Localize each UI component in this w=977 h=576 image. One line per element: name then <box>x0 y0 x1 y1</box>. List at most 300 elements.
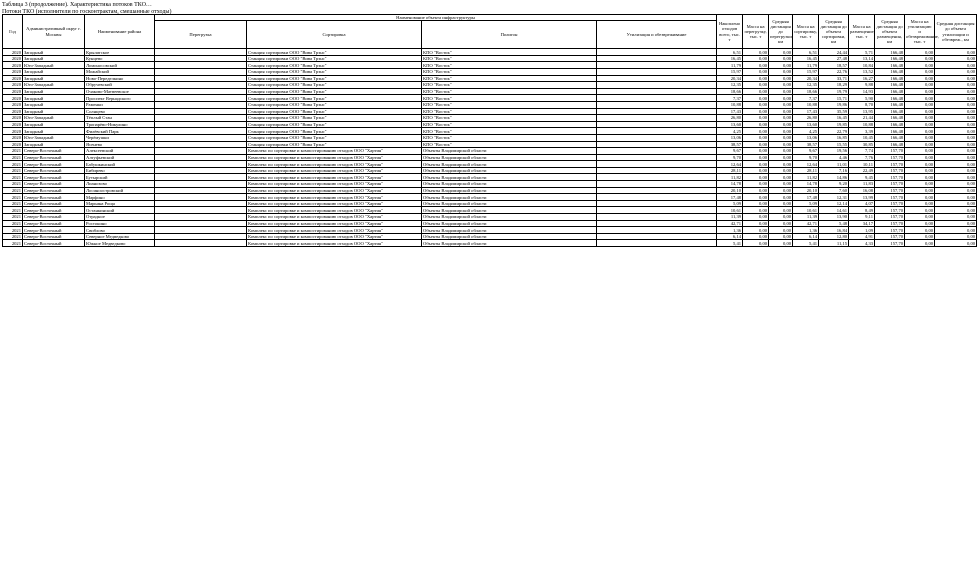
cell-landfill: Объекты Владимирской области <box>422 174 597 181</box>
cell-year: 2020 <box>3 82 23 89</box>
cell-dist-sorting: 19,56 <box>819 148 849 155</box>
cell-dist-landfill: 166,48 <box>875 62 905 69</box>
cell-mass-landfill: 30,85 <box>849 141 875 148</box>
cell-district: Ясенево <box>85 141 155 148</box>
cell-mass-landfill: 13,95 <box>849 108 875 115</box>
cell-mass-landfill: 16,08 <box>849 187 875 194</box>
cell-dist-transfer: 0,00 <box>769 187 793 194</box>
cell-mass-util: 0,00 <box>905 115 935 122</box>
cell-landfill: Объекты Владимирской области <box>422 181 597 188</box>
cell-sorting: Комплекс по сортировке и компостированию отходов ООО "Хартия" <box>247 154 422 161</box>
cell-mass-sorting: 26,80 <box>793 115 819 122</box>
cell-dist-sorting: 13,90 <box>819 214 849 221</box>
cell-mass-landfill: 34,17 <box>849 220 875 227</box>
cell-mass-util: 0,00 <box>905 88 935 95</box>
cell-sorting: Станция сортировки ООО "Вива Трэнс" <box>247 95 422 102</box>
cell-landfill: Объекты Владимирской области <box>422 200 597 207</box>
cell-district: Ломоносовский <box>85 62 155 69</box>
cell-mass-transfer: 0,00 <box>743 220 769 227</box>
cell-dist-transfer: 0,00 <box>769 214 793 221</box>
cell-accumulated: 7,37 <box>717 95 743 102</box>
cell-utilization <box>597 128 717 135</box>
cell-mass-sorting: 20,10 <box>793 187 819 194</box>
cell-dist-util: 0,00 <box>935 55 977 62</box>
table-row <box>3 154 977 161</box>
cell-mass-sorting: 13,60 <box>793 121 819 128</box>
cell-mass-landfill: 10,88 <box>849 121 875 128</box>
table-row <box>3 75 977 82</box>
cell-dist-transfer: 0,00 <box>769 115 793 122</box>
cell-dist-util: 0,00 <box>935 148 977 155</box>
cell-landfill: Объекты Владимирской области <box>422 207 597 214</box>
cell-mass-transfer: 0,00 <box>743 55 769 62</box>
cell-mass-landfill: 4,91 <box>849 233 875 240</box>
cell-accumulated: 6,14 <box>717 233 743 240</box>
header-mass-util: Масса на утилизацию и обезвреживание, тыс. т <box>905 15 935 49</box>
cell-dist-transfer: 0,00 <box>769 227 793 234</box>
cell-district: Марьина Роща <box>85 200 155 207</box>
cell-mass-util: 0,00 <box>905 174 935 181</box>
cell-dist-landfill: 166,48 <box>875 134 905 141</box>
cell-landfill: КПО "Восток" <box>422 88 597 95</box>
cell-accumulated: 38,57 <box>717 141 743 148</box>
cell-mass-transfer: 0,00 <box>743 200 769 207</box>
cell-sorting: Комплекс по сортировке и компостированию отходов ООО "Хартия" <box>247 207 422 214</box>
cell-dist-sorting: 18,29 <box>819 82 849 89</box>
cell-mass-sorting: 11,79 <box>793 62 819 69</box>
cell-utilization <box>597 82 717 89</box>
cell-dist-util: 0,00 <box>935 121 977 128</box>
cell-okrug: Западный <box>23 101 85 108</box>
cell-utilization <box>597 115 717 122</box>
cell-sorting: Комплекс по сортировке и компостированию отходов ООО "Хартия" <box>247 227 422 234</box>
cell-transfer <box>155 187 247 194</box>
cell-transfer <box>155 227 247 234</box>
cell-landfill: КПО "Восток" <box>422 75 597 82</box>
header-dist-transfer: Средняя дистанция до перегрузки, км <box>769 15 793 49</box>
cell-mass-util: 0,00 <box>905 227 935 234</box>
cell-dist-transfer: 0,00 <box>769 141 793 148</box>
cell-sorting: Станция сортировки ООО "Вива Трэнс" <box>247 62 422 69</box>
cell-okrug: Северо-Восточный <box>23 233 85 240</box>
cell-dist-landfill: 157,70 <box>875 220 905 227</box>
cell-dist-sorting: 7,60 <box>819 187 849 194</box>
cell-year: 2021 <box>3 187 23 194</box>
cell-accumulated: 5,09 <box>717 200 743 207</box>
cell-mass-sorting: 7,37 <box>793 95 819 102</box>
cell-district: Свиблово <box>85 227 155 234</box>
cell-dist-sorting: 9,20 <box>819 181 849 188</box>
cell-mass-sorting: 10,61 <box>793 207 819 214</box>
cell-year: 2020 <box>3 101 23 108</box>
table-row <box>3 214 977 221</box>
cell-dist-transfer: 0,00 <box>769 101 793 108</box>
cell-transfer <box>155 167 247 174</box>
cell-okrug: Западный <box>23 55 85 62</box>
cell-mass-util: 0,00 <box>905 95 935 102</box>
cell-district: Лосиноостровский <box>85 187 155 194</box>
cell-district: Тропарёво-Никулино <box>85 121 155 128</box>
cell-sorting: Комплекс по сортировке и компостированию отходов ООО "Хартия" <box>247 194 422 201</box>
cell-dist-sorting: 16,45 <box>819 115 849 122</box>
cell-sorting: Станция сортировки ООО "Вива Трэнс" <box>247 101 422 108</box>
cell-utilization <box>597 167 717 174</box>
cell-okrug: Северо-Восточный <box>23 227 85 234</box>
cell-dist-sorting: 22,76 <box>819 68 849 75</box>
header-dist-sorting: Средняя дистанция до объекта сортировки, км <box>819 15 849 49</box>
cell-mass-transfer: 0,00 <box>743 233 769 240</box>
cell-mass-transfer: 0,00 <box>743 101 769 108</box>
cell-mass-landfill: 10,45 <box>849 134 875 141</box>
cell-mass-sorting: 17,48 <box>793 194 819 201</box>
cell-dist-landfill: 166,48 <box>875 95 905 102</box>
cell-mass-landfill: 8,49 <box>849 207 875 214</box>
cell-mass-transfer: 0,00 <box>743 128 769 135</box>
cell-mass-transfer: 0,00 <box>743 88 769 95</box>
cell-okrug: Северо-Восточный <box>23 174 85 181</box>
cell-dist-landfill: 166,48 <box>875 55 905 62</box>
table-row <box>3 49 977 56</box>
cell-dist-landfill: 166,48 <box>875 101 905 108</box>
table-row <box>3 108 977 115</box>
cell-accumulated: 10,61 <box>717 207 743 214</box>
cell-dist-transfer: 0,00 <box>769 174 793 181</box>
cell-accumulated: 12,35 <box>717 82 743 89</box>
cell-mass-transfer: 0,00 <box>743 187 769 194</box>
cell-mass-util: 0,00 <box>905 101 935 108</box>
cell-utilization <box>597 220 717 227</box>
header-year: Год <box>3 15 23 49</box>
cell-dist-sorting: 15,55 <box>819 141 849 148</box>
cell-dist-landfill: 157,70 <box>875 240 905 247</box>
cell-utilization <box>597 62 717 69</box>
cell-dist-util: 0,00 <box>935 95 977 102</box>
table-row <box>3 121 977 128</box>
cell-landfill: КПО "Восток" <box>422 141 597 148</box>
cell-mass-util: 0,00 <box>905 49 935 56</box>
cell-mass-util: 0,00 <box>905 240 935 247</box>
cell-mass-landfill: 10,84 <box>849 62 875 69</box>
cell-mass-sorting: 15,97 <box>793 68 819 75</box>
cell-year: 2020 <box>3 121 23 128</box>
cell-dist-transfer: 0,00 <box>769 108 793 115</box>
cell-mass-transfer: 0,00 <box>743 75 769 82</box>
cell-dist-sorting: 18,57 <box>819 62 849 69</box>
cell-mass-transfer: 0,00 <box>743 161 769 168</box>
cell-okrug: Северо-Восточный <box>23 214 85 221</box>
cell-dist-transfer: 0,00 <box>769 134 793 141</box>
cell-utilization <box>597 200 717 207</box>
cell-okrug: Северо-Восточный <box>23 200 85 207</box>
cell-dist-util: 0,00 <box>935 214 977 221</box>
cell-mass-landfill: 14,93 <box>849 88 875 95</box>
cell-okrug: Юго-Западный <box>23 82 85 89</box>
cell-mass-transfer: 0,00 <box>743 121 769 128</box>
cell-okrug: Западный <box>23 121 85 128</box>
cell-accumulated: 20,10 <box>717 187 743 194</box>
cell-utilization <box>597 181 717 188</box>
cell-mass-transfer: 0,00 <box>743 49 769 56</box>
cell-transfer <box>155 88 247 95</box>
cell-mass-transfer: 0,00 <box>743 194 769 201</box>
cell-mass-landfill: 9,45 <box>849 174 875 181</box>
cell-transfer <box>155 240 247 247</box>
cell-transfer <box>155 68 247 75</box>
cell-accumulated: 20,34 <box>717 75 743 82</box>
cell-landfill: Объекты Владимирской области <box>422 220 597 227</box>
cell-dist-util: 0,00 <box>935 128 977 135</box>
cell-dist-transfer: 0,00 <box>769 75 793 82</box>
cell-district: Марфино <box>85 194 155 201</box>
cell-mass-sorting: 38,57 <box>793 141 819 148</box>
cell-year: 2020 <box>3 115 23 122</box>
cell-sorting: Станция сортировки ООО "Вива Трэнс" <box>247 88 422 95</box>
cell-transfer <box>155 220 247 227</box>
cell-mass-landfill: 13,99 <box>849 194 875 201</box>
header-transfer: Перегрузка <box>155 21 247 49</box>
cell-dist-landfill: 166,48 <box>875 115 905 122</box>
cell-accumulated: 10,88 <box>717 101 743 108</box>
cell-accumulated: 6,51 <box>717 49 743 56</box>
cell-transfer <box>155 141 247 148</box>
cell-utilization <box>597 227 717 234</box>
cell-mass-landfill: 13,14 <box>849 55 875 62</box>
cell-dist-landfill: 157,70 <box>875 174 905 181</box>
cell-transfer <box>155 55 247 62</box>
cell-dist-util: 0,00 <box>935 49 977 56</box>
cell-landfill: КПО "Восток" <box>422 108 597 115</box>
cell-sorting: Комплекс по сортировке и компостированию отходов ООО "Хартия" <box>247 214 422 221</box>
cell-dist-sorting: 15,71 <box>819 95 849 102</box>
cell-mass-sorting: 14,78 <box>793 181 819 188</box>
cell-mass-util: 0,00 <box>905 200 935 207</box>
header-landfill: Полигон <box>422 21 597 49</box>
cell-okrug: Западный <box>23 68 85 75</box>
cell-landfill: КПО "Восток" <box>422 115 597 122</box>
cell-dist-util: 0,00 <box>935 181 977 188</box>
cell-transfer <box>155 161 247 168</box>
cell-sorting: Комплекс по сортировке и компостированию отходов ООО "Хартия" <box>247 167 422 174</box>
cell-mass-util: 0,00 <box>905 187 935 194</box>
cell-mass-util: 0,00 <box>905 82 935 89</box>
cell-mass-util: 0,00 <box>905 55 935 62</box>
cell-accumulated: 13,60 <box>717 121 743 128</box>
cell-dist-transfer: 0,00 <box>769 95 793 102</box>
cell-accumulated: 9,70 <box>717 154 743 161</box>
cell-mass-sorting: 20,34 <box>793 75 819 82</box>
table-row <box>3 115 977 122</box>
cell-transfer <box>155 214 247 221</box>
cell-year: 2021 <box>3 233 23 240</box>
cell-district: Кунцево <box>85 55 155 62</box>
cell-district: Обручевский <box>85 82 155 89</box>
table-row <box>3 227 977 234</box>
cell-dist-sorting: 27,48 <box>819 55 849 62</box>
cell-okrug: Северо-Восточный <box>23 161 85 168</box>
table-row <box>3 68 977 75</box>
cell-year: 2020 <box>3 95 23 102</box>
cell-transfer <box>155 154 247 161</box>
cell-mass-util: 0,00 <box>905 128 935 135</box>
header-sorting: Сортировка <box>247 21 422 49</box>
cell-transfer <box>155 95 247 102</box>
cell-sorting: Комплекс по сортировке и компостированию отходов ООО "Хартия" <box>247 200 422 207</box>
cell-okrug: Северо-Восточный <box>23 240 85 247</box>
cell-mass-transfer: 0,00 <box>743 134 769 141</box>
cell-mass-landfill: 5,71 <box>849 49 875 56</box>
cell-mass-sorting: 13,06 <box>793 134 819 141</box>
cell-landfill: Объекты Владимирской области <box>422 233 597 240</box>
cell-year: 2020 <box>3 55 23 62</box>
cell-sorting: Станция сортировки ООО "Вива Трэнс" <box>247 121 422 128</box>
cell-landfill: КПО "Восток" <box>422 55 597 62</box>
cell-landfill: Объекты Владимирской области <box>422 214 597 221</box>
cell-district: Солнцево <box>85 108 155 115</box>
cell-transfer <box>155 82 247 89</box>
cell-utilization <box>597 187 717 194</box>
cell-dist-sorting: 12,31 <box>819 194 849 201</box>
cell-year: 2021 <box>3 174 23 181</box>
cell-mass-util: 0,00 <box>905 181 935 188</box>
cell-district: Раменки <box>85 101 155 108</box>
cell-dist-util: 0,00 <box>935 167 977 174</box>
header-mass-sorting: Масса на сортировку, тыс. т <box>793 15 819 49</box>
cell-sorting: Комплекс по сортировке и компостированию отходов ООО "Хартия" <box>247 148 422 155</box>
cell-dist-transfer: 0,00 <box>769 207 793 214</box>
cell-mass-transfer: 0,00 <box>743 108 769 115</box>
cell-dist-landfill: 157,70 <box>875 207 905 214</box>
cell-dist-sorting: 33,71 <box>819 75 849 82</box>
cell-dist-util: 0,00 <box>935 88 977 95</box>
cell-accumulated: 16,45 <box>717 55 743 62</box>
cell-mass-landfill: 3,39 <box>849 128 875 135</box>
cell-transfer <box>155 62 247 69</box>
cell-district: Очаково-Матвеевское <box>85 88 155 95</box>
cell-year: 2020 <box>3 75 23 82</box>
caption-line-2: Потоки ТКО (исполнители по госконтрактам, смешанные отходы) <box>2 9 172 15</box>
cell-year: 2021 <box>3 181 23 188</box>
table-row <box>3 101 977 108</box>
cell-transfer <box>155 148 247 155</box>
cell-utilization <box>597 154 717 161</box>
cell-sorting: Станция сортировки ООО "Вива Трэнс" <box>247 68 422 75</box>
cell-mass-util: 0,00 <box>905 161 935 168</box>
cell-year: 2020 <box>3 141 23 148</box>
table-row <box>3 181 977 188</box>
cell-landfill: КПО "Восток" <box>422 95 597 102</box>
cell-transfer <box>155 108 247 115</box>
cell-mass-landfill: 7,74 <box>849 148 875 155</box>
cell-dist-util: 0,00 <box>935 141 977 148</box>
cell-dist-util: 0,00 <box>935 62 977 69</box>
cell-year: 2020 <box>3 134 23 141</box>
cell-sorting: Станция сортировки ООО "Вива Трэнс" <box>247 128 422 135</box>
cell-dist-util: 0,00 <box>935 227 977 234</box>
cell-dist-transfer: 0,00 <box>769 181 793 188</box>
cell-accumulated: 11,39 <box>717 214 743 221</box>
cell-sorting: Комплекс по сортировке и компостированию отходов ООО "Хартия" <box>247 233 422 240</box>
cell-mass-landfill: 11,83 <box>849 181 875 188</box>
cell-district: Южное Медведково <box>85 240 155 247</box>
cell-mass-transfer: 0,00 <box>743 82 769 89</box>
table-row <box>3 233 977 240</box>
cell-mass-sorting: 5,09 <box>793 200 819 207</box>
cell-sorting: Станция сортировки ООО "Вива Трэнс" <box>247 134 422 141</box>
cell-landfill: КПО "Восток" <box>422 101 597 108</box>
cell-landfill: КПО "Восток" <box>422 49 597 56</box>
cell-dist-transfer: 0,00 <box>769 82 793 89</box>
cell-year: 2020 <box>3 88 23 95</box>
cell-mass-util: 0,00 <box>905 154 935 161</box>
cell-dist-util: 0,00 <box>935 207 977 214</box>
cell-landfill: КПО "Восток" <box>422 134 597 141</box>
cell-dist-util: 0,00 <box>935 75 977 82</box>
cell-dist-sorting: 12,14 <box>819 200 849 207</box>
cell-dist-landfill: 157,70 <box>875 227 905 234</box>
cell-okrug: Северо-Восточный <box>23 154 85 161</box>
cell-mass-sorting: 6,51 <box>793 49 819 56</box>
cell-dist-landfill: 157,70 <box>875 167 905 174</box>
cell-mass-transfer: 0,00 <box>743 174 769 181</box>
cell-year: 2021 <box>3 227 23 234</box>
cell-transfer <box>155 233 247 240</box>
cell-mass-util: 0,00 <box>905 207 935 214</box>
cell-district: Бутырский <box>85 174 155 181</box>
cell-landfill: КПО "Восток" <box>422 121 597 128</box>
table-row <box>3 174 977 181</box>
cell-dist-sorting: 19,86 <box>819 101 849 108</box>
table-row <box>3 148 977 155</box>
cell-mass-util: 0,00 <box>905 167 935 174</box>
cell-dist-sorting: 14,61 <box>819 207 849 214</box>
cell-district: Ново-Переделкино <box>85 75 155 82</box>
cell-mass-sorting: 12,35 <box>793 82 819 89</box>
cell-utilization <box>597 161 717 168</box>
cell-landfill: Объекты Владимирской области <box>422 161 597 168</box>
cell-mass-sorting: 5,41 <box>793 240 819 247</box>
cell-mass-sorting: 16,45 <box>793 55 819 62</box>
cell-dist-util: 0,00 <box>935 154 977 161</box>
cell-dist-util: 0,00 <box>935 174 977 181</box>
cell-district: Бибирево <box>85 167 155 174</box>
table-row <box>3 240 977 247</box>
cell-okrug: Северо-Восточный <box>23 220 85 227</box>
cell-mass-util: 0,00 <box>905 233 935 240</box>
cell-district: Алексеевский <box>85 148 155 155</box>
cell-accumulated: 11,82 <box>717 174 743 181</box>
cell-landfill: Объекты Владимирской области <box>422 154 597 161</box>
cell-sorting: Станция сортировки ООО "Вива Трэнс" <box>247 49 422 56</box>
cell-year: 2021 <box>3 207 23 214</box>
cell-dist-transfer: 0,00 <box>769 121 793 128</box>
table-row <box>3 62 977 69</box>
cell-sorting: Комплекс по сортировке и компостированию отходов ООО "Хартия" <box>247 220 422 227</box>
cell-district: Ростокино <box>85 220 155 227</box>
cell-dist-transfer: 0,00 <box>769 233 793 240</box>
cell-okrug: Юго-Западный <box>23 115 85 122</box>
cell-okrug: Северо-Восточный <box>23 194 85 201</box>
cell-district: Алтуфьевский <box>85 154 155 161</box>
cell-dist-sorting: 22,79 <box>819 128 849 135</box>
cell-dist-landfill: 157,70 <box>875 194 905 201</box>
cell-mass-sorting: 17,43 <box>793 108 819 115</box>
cell-transfer <box>155 134 247 141</box>
cell-dist-util: 0,00 <box>935 220 977 227</box>
cell-dist-transfer: 0,00 <box>769 88 793 95</box>
table-row <box>3 141 977 148</box>
table-row <box>3 161 977 168</box>
cell-landfill: Объекты Владимирской области <box>422 240 597 247</box>
